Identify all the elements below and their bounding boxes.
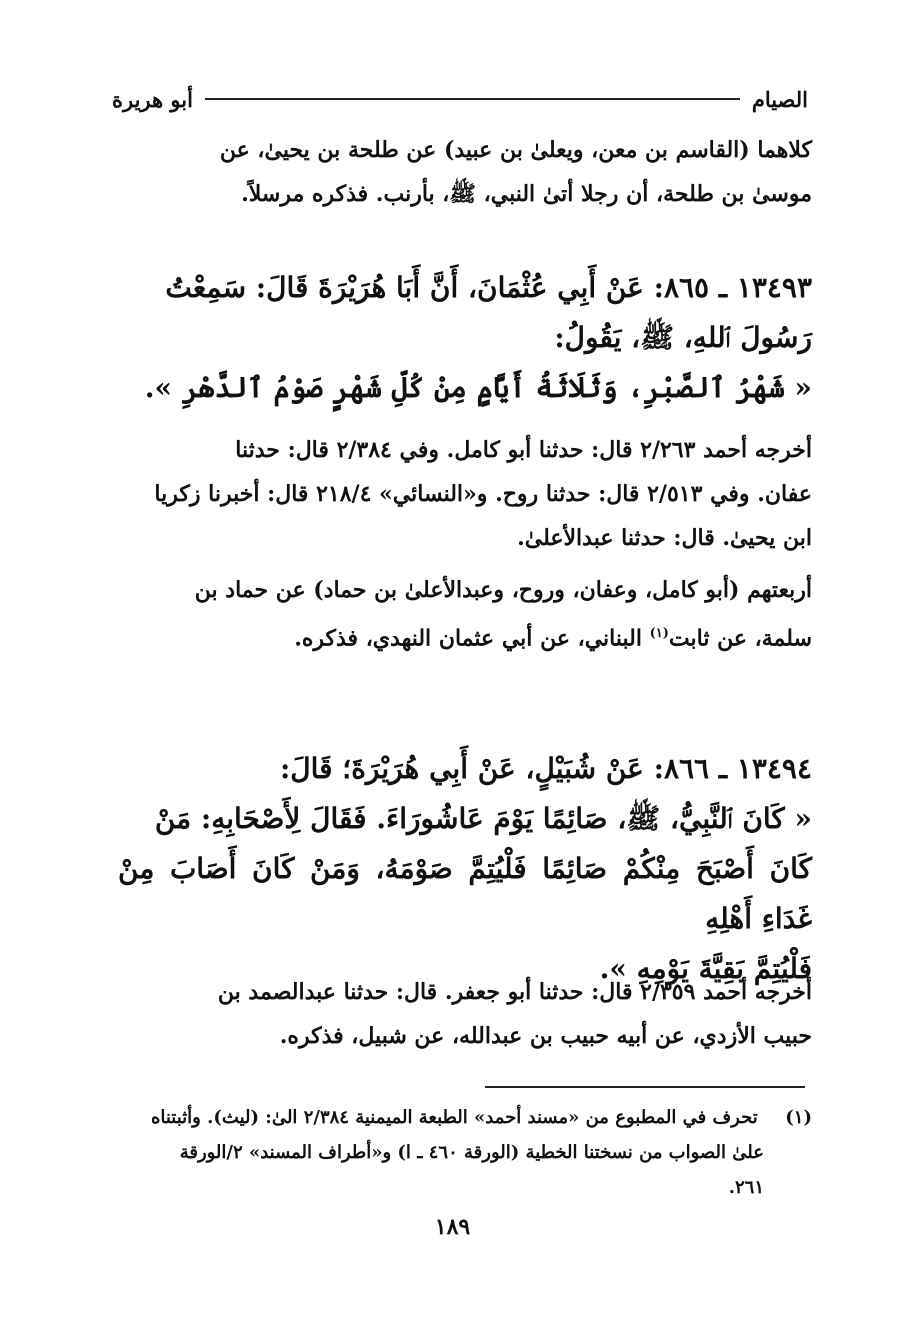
footnote bbox=[118, 1100, 812, 1205]
text-line: عفان. وفي ٢/٥١٣ قال: حدثنا روح. و«النسائي» ٢١٨/٤ قال: أخبرنا زكريا bbox=[154, 481, 812, 507]
running-header bbox=[112, 84, 808, 114]
hadith-line: رَسُولَ ٱللهِ، ﷺ، يَقُولُ: bbox=[554, 321, 812, 354]
hadith-number: ١٣٤٩٤ ـ ٨٦٦: bbox=[653, 752, 812, 785]
hadith-13494-takhrij bbox=[118, 970, 812, 1058]
text-line: أخرجه أحمد ٢/٣٥٩ قال: حدثنا أبو جعفر. قال: حدثنا عبدالصمد بن bbox=[217, 979, 812, 1005]
footnote-line: ٢٦١. bbox=[728, 1177, 764, 1198]
hadith-line: كَانَ أَصْبَحَ مِنْكُمْ صَائِمًا فَلْيُتِمَّ صَوْمَهُ، وَمَنْ كَانَ أَصَابَ مِنْ غَدَاءِ أَهْلِهِ bbox=[118, 852, 812, 935]
text-line: موسىٰ بن طلحة، أن رجلا أتىٰ النبي، ﷺ، بأرنب. فذكره مرسلاً. bbox=[241, 181, 812, 207]
footnote-line: علىٰ الصواب من نسختنا الخطية (الورقة ٤٦٠ ـ ا) و«أطراف المسند» ٢/الورقة bbox=[179, 1142, 764, 1163]
hadith-line-text: عَنْ شُبَيْلٍ، عَنْ أَبِي هُرَيْرَةَ؛ قَالَ: bbox=[279, 752, 644, 785]
hadith-line: « شَهْرُ ٱلصَّبْرِ، وَثَلَاثَةُ أَيَّامٍ مِنْ كُلِّ شَهْرٍ صَوْمُ ٱلدَّهْرِ ». bbox=[144, 371, 812, 404]
hadith-line: فَلْيُتِمَّ بَقِيَّةَ يَوْمِهِ ». bbox=[599, 952, 812, 985]
hadith-line: « كَانَ ٱلنَّبِيُّ، ﷺ، صَائِمًا يَوْمَ عَاشُورَاءَ. فَقَالَ لِأَصْحَابِهِ: مَنْ bbox=[154, 802, 812, 835]
text-line bbox=[118, 612, 812, 660]
footnote-text: تحرف في المطبوع من «مسند أحمد» الطبعة الميمنية ٢/٣٨٤ الىٰ: (ليث). وأثبتناه bbox=[150, 1107, 758, 1128]
text-line: كلاهما (القاسم بن معن، ويعلىٰ بن عبيد) عن طلحة بن يحيىٰ، عن bbox=[219, 137, 812, 163]
hadith-line-text: عَنْ أَبِي عُثْمَانَ، أَنَّ أَبَا هُرَيْرَةَ قَالَ: سَمِعْتُ bbox=[165, 271, 644, 304]
footnote-reference: (١) bbox=[649, 626, 669, 641]
companion-name: أبو هريرة bbox=[112, 86, 193, 112]
hadith-13493-text bbox=[118, 263, 812, 413]
intro-paragraph bbox=[118, 128, 812, 216]
hadith-line bbox=[118, 744, 812, 794]
page-number: ١٨٩ bbox=[434, 1214, 471, 1240]
text-line: حبيب الأزدي، عن أبيه حبيب بن عبدالله، عن شبيل، فذكره. bbox=[279, 1023, 812, 1049]
text-line: أخرجه أحمد ٢/٢٦٣ قال: حدثنا أبو كامل. وفي ٢/٣٨٤ قال: حدثنا bbox=[235, 437, 812, 463]
text-line: أربعتهم (أبو كامل، وعفان، وروح، وعبدالأعلىٰ بن حماد) عن حماد بن bbox=[194, 577, 812, 603]
hadith-number: ١٣٤٩٣ ـ ٨٦٥: bbox=[653, 271, 812, 304]
chain-text: البناني، عن أبي عثمان النهدي، فذكره. bbox=[294, 625, 650, 652]
footnote-line bbox=[118, 1100, 812, 1135]
header-rule bbox=[205, 98, 740, 100]
chain-text: سلمة، عن ثابت bbox=[668, 625, 812, 652]
text-line: ابن يحيىٰ. قال: حدثنا عبدالأعلىٰ. bbox=[517, 525, 812, 551]
hadith-line bbox=[118, 263, 812, 313]
footnote-separator bbox=[485, 1086, 805, 1088]
footnote-marker: (١) bbox=[785, 1107, 812, 1128]
hadith-13493-chain bbox=[118, 568, 812, 660]
hadith-13493-takhrij bbox=[118, 428, 812, 560]
chapter-title: الصيام bbox=[751, 86, 808, 112]
hadith-13494-text bbox=[118, 744, 812, 994]
